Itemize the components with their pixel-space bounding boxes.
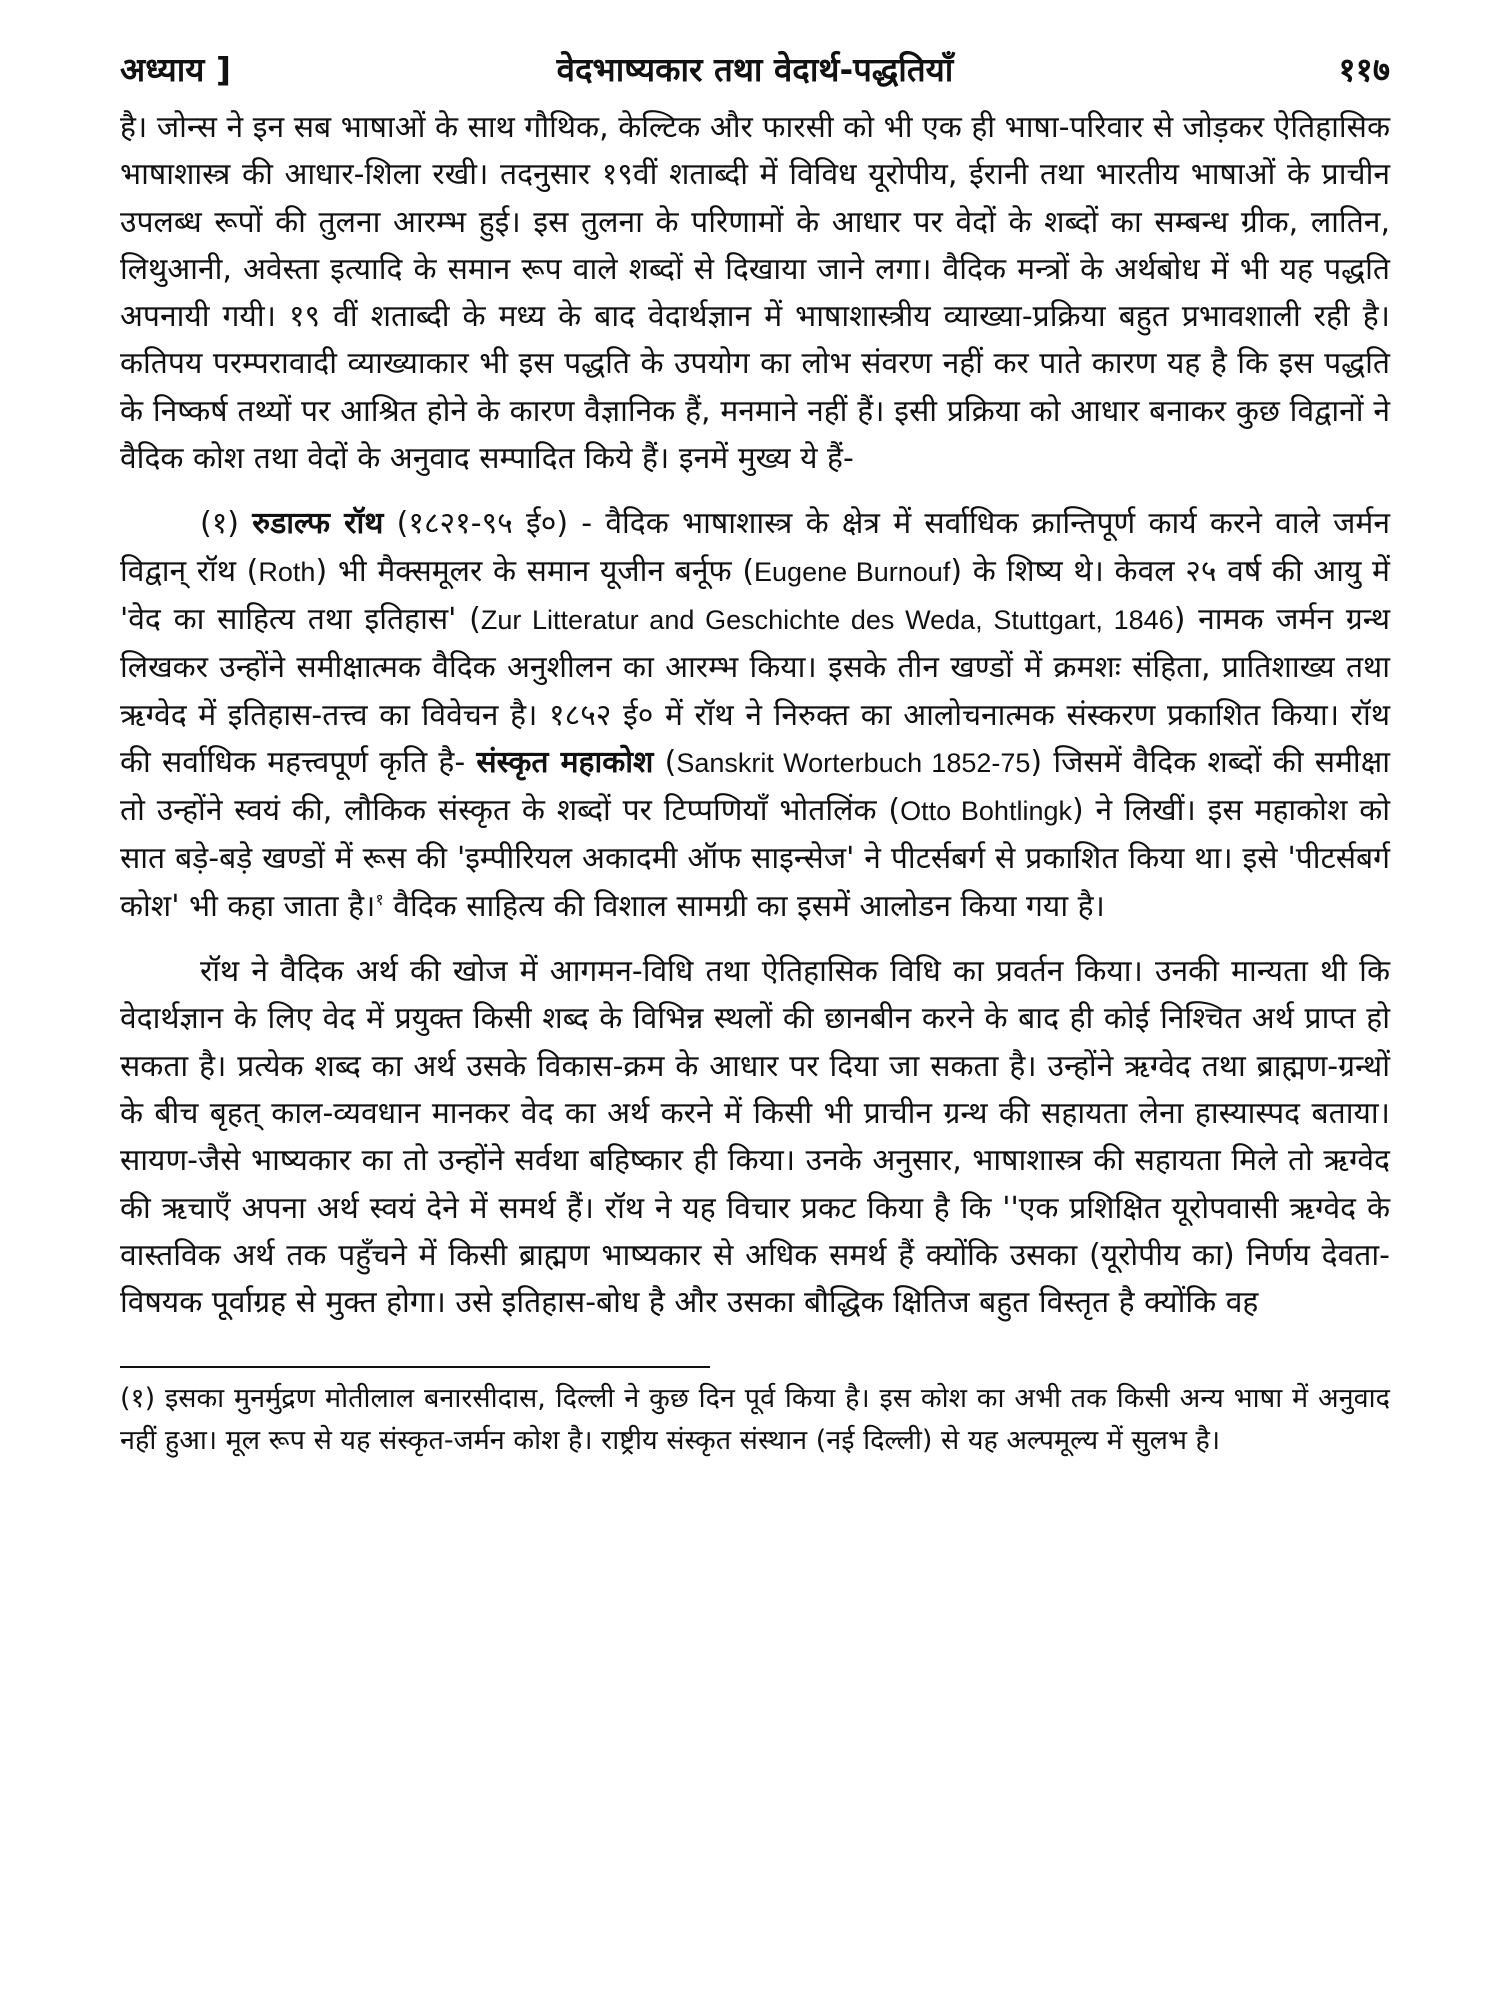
p2-text-2: ) भी मैक्समूलर के समान यूजीन बर्नूफ (	[315, 553, 755, 589]
book-page	[120, 40, 1390, 1970]
p2-text-3: ) के शिष्य थे। केवल २५ वर्ष की आयु में 'वेद का साहित्य तथा इतिहास' (	[120, 553, 1390, 637]
paragraph-1: है। जोन्स ने इन सब भाषाओं के साथ गौथिक, केल्टिक और फारसी को भी एक ही भाषा-परिवार से जोड़कर ऐतिहासिक भाषाशास्त्र की आधार-शिला रखी। तदनुसार १९वीं शताब्दी में विविध यूरोपीय, ईरानी तथा भारतीय भाषाओं के प्राचीन उपलब्ध रूपों की तुलना आरम्भ हुई। इस तुलना के परिणामों के आधार पर वेदों के शब्दों का सम्बन्ध ग्रीक, लातिन, लिथुआनी, अवेस्ता इत्यादि के समान रूप वाले शब्दों से दिखाया जाने लगा। वैदिक मन्त्रों के अर्थबोध में भी यह पद्धति अपनायी गयी। १९ वीं शताब्दी के मध्य के बाद वेदार्थज्ञान में भाषाशास्त्रीय व्याख्या-प्रक्रिया बहुत प्रभावशाली रही है। कतिपय परम्परावादी व्याख्याकार भी इस पद्धति के उपयोग का लोभ संवरण नहीं कर पाते कारण यह है कि इस पद्धति के निष्कर्ष तथ्यों पर आश्रित होने के कारण वैज्ञानिक हैं, मनमाने नहीं हैं। इसी प्रक्रिया को आधार बनाकर कुछ विद्वानों ने वैदिक कोश तथा वेदों के अनुवाद सम्पादित किये हैं। इनमें मुख्य ये हैं-	[120, 110, 1390, 477]
p2-text-4: ) नामक जर्मन ग्रन्थ लिखकर उन्होंने समीक्षात्मक वैदिक अनुशीलन का आरम्भ किया। इसके तीन खण्डों में क्रमशः संहिता, प्रातिशाख्य तथा ऋग्वेद में इतिहास-तत्त्व का विवेचन है। १८५२ ई० में रॉथ ने निरुक्त का आलोचनात्मक संस्करण प्रकाशित किया। रॉथ की सर्वाधिक महत्त्वपूर्ण कृति है-	[120, 601, 1390, 780]
chapter-label: अध्याय ]	[120, 50, 232, 89]
page-number: ११७	[1338, 50, 1390, 89]
item-number: (१)	[200, 506, 240, 542]
footnote-marker: १	[375, 889, 384, 909]
paragraph-3: रॉथ ने वैदिक अर्थ की खोज में आगमन-विधि तथा ऐतिहासिक विधि का प्रवर्तन किया। उनकी मान्यता थी कि वेदार्थज्ञान के लिए वेद में प्रयुक्त किसी शब्द के विभिन्न स्थलों की छानबीन करने के बाद ही कोई निश्चित अर्थ प्राप्त हो सकता है। प्रत्येक शब्द का अर्थ उसके विकास-क्रम के आधार पर दिया जा सकता है। उन्होंने ऋग्वेद तथा ब्राह्मण-ग्रन्थों के बीच बृहत् काल-व्यवधान मानकर वेद का अर्थ करने में किसी भी प्राचीन ग्रन्थ की सहायता लेना हास्यास्पद बताया। सायण-जैसे भाष्यकार का तो उन्होंने सर्वथा बहिष्कार ही किया। उनके अनुसार, भाषाशास्त्र की सहायता मिले तो ऋग्वेद की ऋचाएँ अपना अर्थ स्वयं देने में समर्थ हैं। रॉथ ने यह विचार प्रकट किया है कि ''एक प्रशिक्षित यूरोपवासी ऋग्वेद के वास्तविक अर्थ तक पहुँचने में किसी ब्राह्मण भाष्यकार से अधिक समर्थ हैं क्योंकि उसका (यूरोपीय का) निर्णय देवता-विषयक पूर्वाग्रह से मुक्त होगा। उसे इतिहास-बोध है और उसका बौद्धिक क्षितिज बहुत विस्तृत है क्योंकि वह	[120, 954, 1391, 1321]
p2-latin-otto: Otto Bohtlingk	[900, 796, 1072, 827]
running-title: वेदभाष्यकार तथा वेदार्थ-पद्धतियाँ	[556, 50, 954, 89]
scholar-name: रुडाल्फ रॉथ	[252, 506, 384, 542]
mahakosh-title: संस्कृत महाकोश	[476, 744, 654, 780]
p2-text-8: वैदिक साहित्य की विशाल सामग्री का इसमें आलोडन किया गया है।	[393, 888, 1105, 924]
footnote-divider	[120, 1366, 710, 1368]
p2-text-5: (	[664, 744, 677, 780]
p2-latin-book-title: Zur Litteratur and Geschichte des Weda, Stuttgart, 1846	[480, 604, 1174, 635]
p2-latin-worterbuch: Sanskrit Worterbuch 1852-75	[676, 747, 1031, 778]
main-text	[120, 104, 1390, 1326]
footnote: (१) इसका मुनर्मुद्रण मोतीलाल बनारसीदास, दिल्ली ने कुछ दिन पूर्व किया है। इस कोश का अभी तक किसी अन्य भाषा में अनुवाद नहीं हुआ। मूल रूप से यह संस्कृत-जर्मन कोश है। राष्ट्रीय संस्कृत संस्थान (नई दिल्ली) से यह अल्पमूल्य में सुलभ है।	[120, 1383, 1390, 1457]
p2-text-1: (१८२१-९५ ई०) - वैदिक भाषाशास्त्र के क्षेत्र में सर्वाधिक क्रान्तिपूर्ण कार्य करने वाले जर्मन विद्वान् रॉथ (	[120, 506, 1391, 589]
paragraph-2	[120, 500, 1390, 930]
running-header	[120, 40, 1390, 100]
p2-latin-roth: Roth	[258, 556, 316, 587]
p2-text-7: ) ने लिखीं। इस महाकोश को सात बड़े-बड़े खण्डों में रूस की 'इम्पीरियल अकादमी ऑफ साइन्सेज' ने पीटर्सबर्ग से प्रकाशित किया था। इसे 'पीटर्सबर्ग कोश' भी कहा जाता है।	[120, 793, 1391, 924]
p2-text-6: ) जिसमें वैदिक शब्दों की समीक्षा तो उन्होंने स्वयं की, लौकिक संस्कृत के शब्दों पर टिप्पणियाँ भोतलिंक (	[120, 744, 1390, 829]
p2-latin-burnouf: Eugene Burnouf	[754, 556, 951, 587]
